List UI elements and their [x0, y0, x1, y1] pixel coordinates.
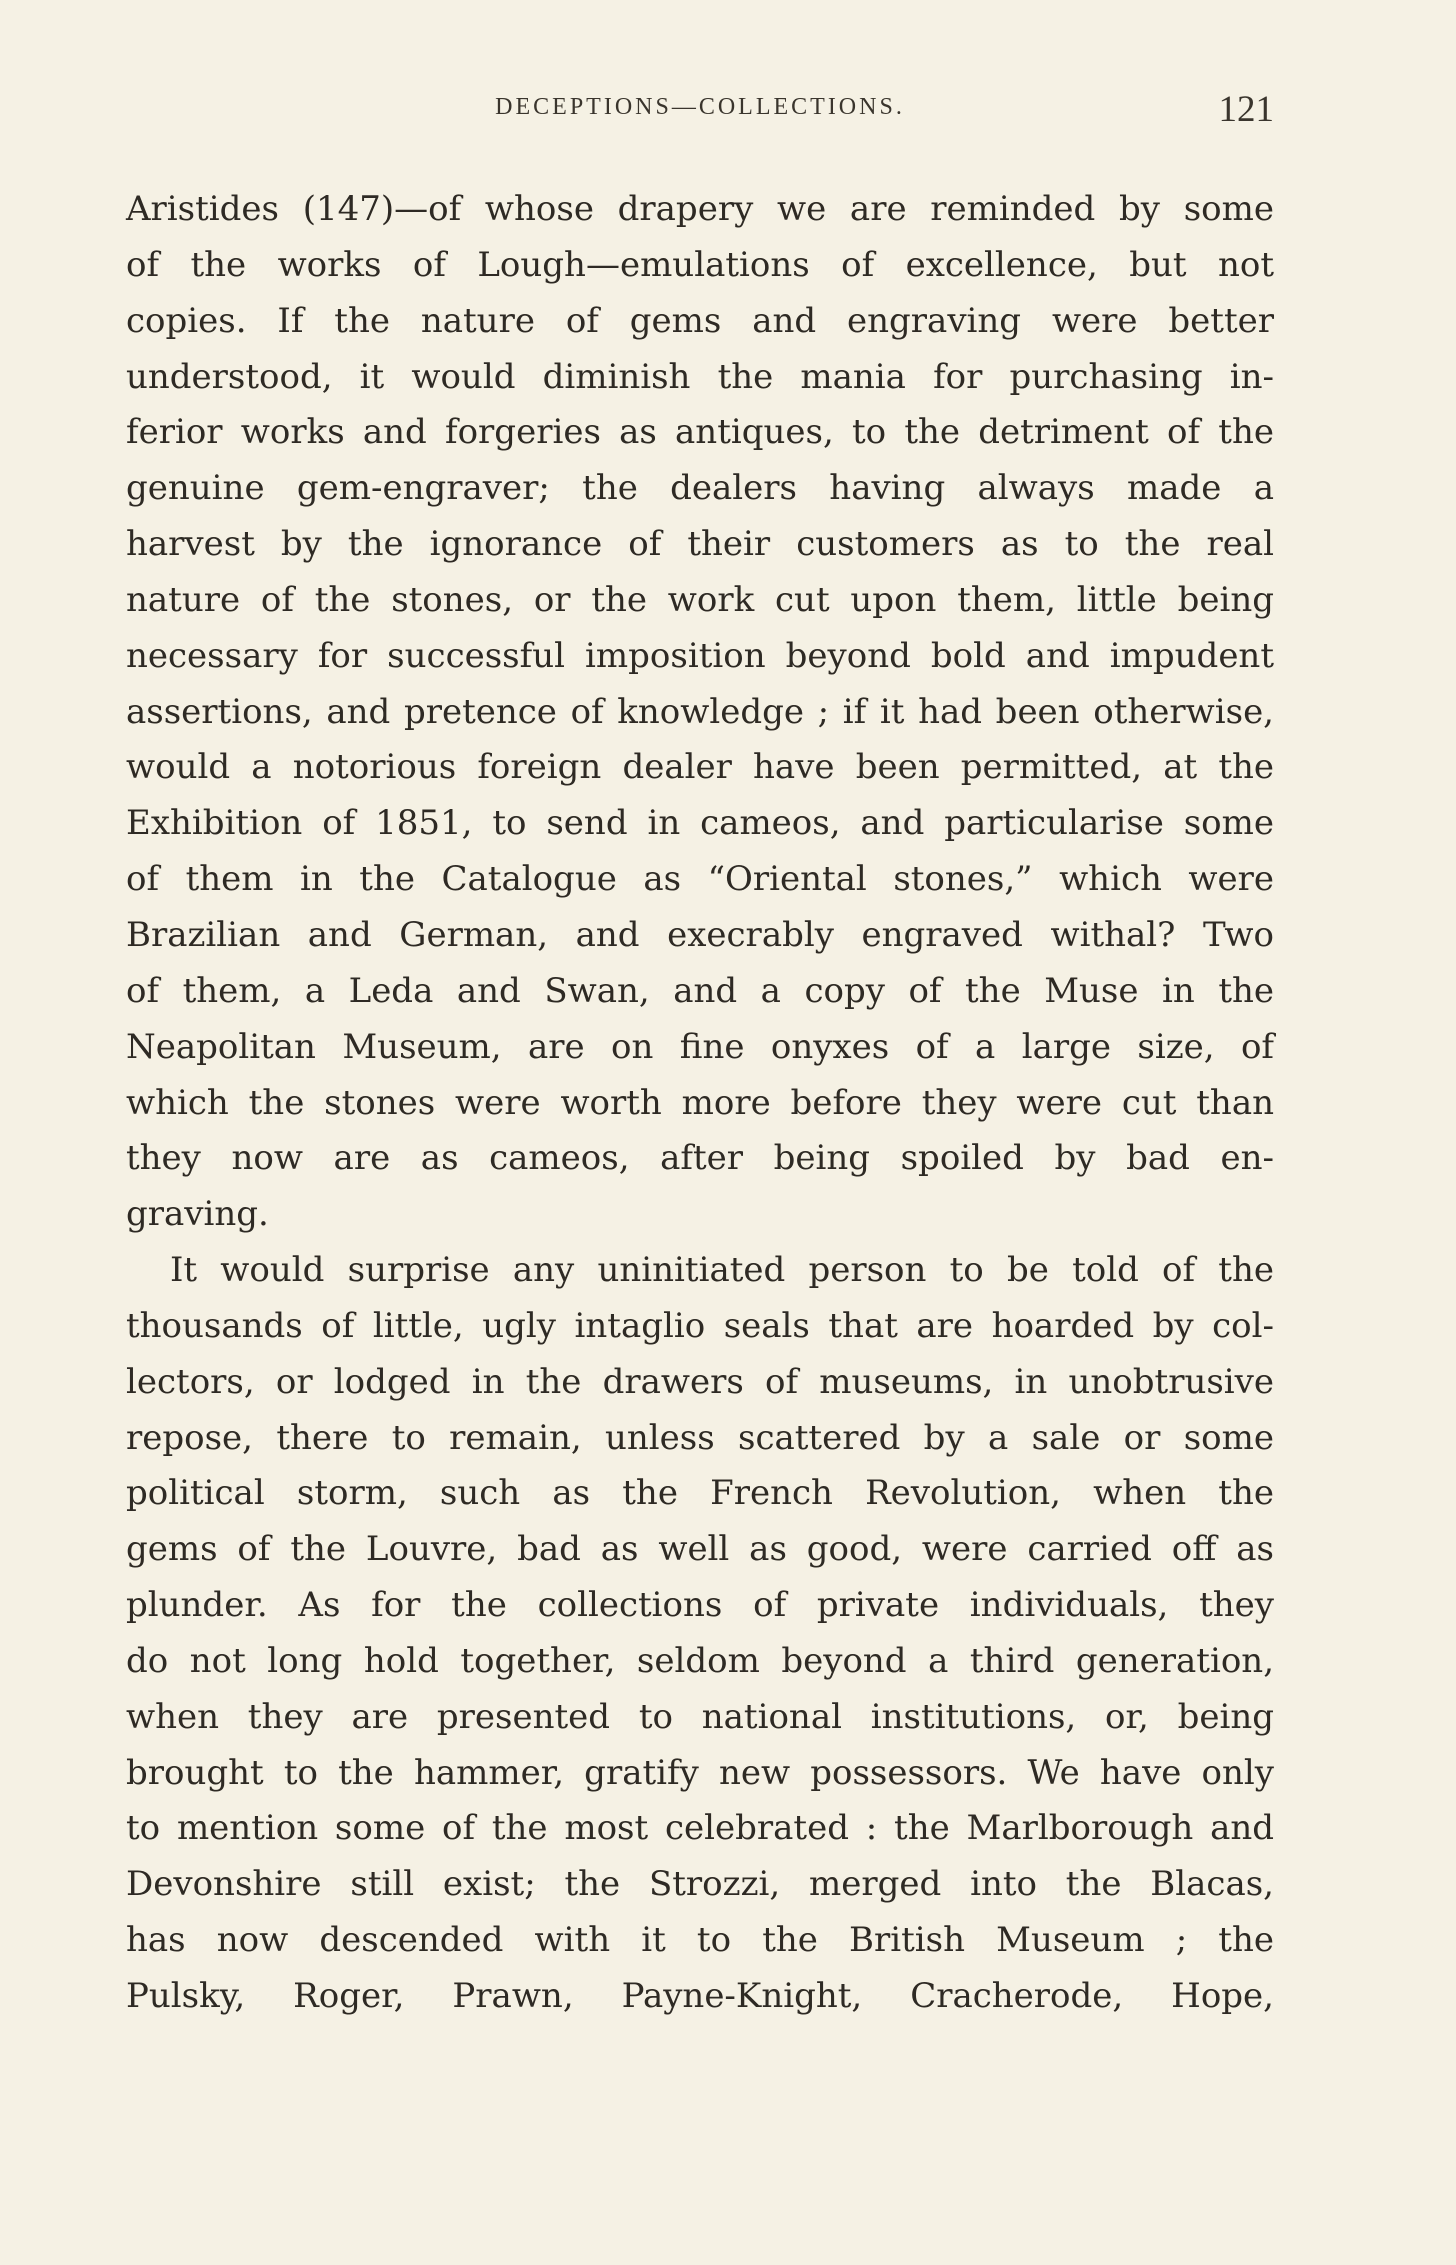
text-line: they now are as cameos, after being spoiled by bad en-: [126, 1138, 1274, 1179]
page-number: 121: [1218, 89, 1274, 130]
text-line: political storm, such as the French Revolution, when the: [126, 1473, 1274, 1514]
body-text: [126, 182, 1274, 2025]
text-line: harvest by the ignorance of their customers as to the real: [126, 524, 1274, 565]
paragraph-1: [126, 182, 1274, 1243]
text-line: of them, a Leda and Swan, and a copy of the Muse in the: [126, 970, 1274, 1011]
text-line: assertions, and pretence of knowledge ; if it had been otherwise,: [126, 691, 1274, 732]
text-line: repose, there to remain, unless scattered by a sale or some: [126, 1417, 1274, 1458]
running-head: [126, 88, 1274, 138]
text-line: Aristides (147)—of whose drapery we are reminded by some: [126, 189, 1274, 229]
text-line: Exhibition of 1851, to send in cameos, and particularise some: [126, 803, 1274, 844]
text-line: Pulsky, Roger, Prawn, Payne-Knight, Cracherode, Hope,: [126, 1976, 1274, 2016]
running-title: DECEPTIONS—COLLECTIONS.: [495, 94, 905, 120]
text-line: of the works of Lough—emulations of excellence, but not: [126, 244, 1274, 285]
text-line: gems of the Louvre, bad as well as good, were carried off as: [126, 1529, 1274, 1570]
text-line: brought to the hammer, gratify new possessors. We have only: [126, 1752, 1274, 1793]
text-line: copies. If the nature of gems and engraving were better: [126, 300, 1274, 341]
text-line: Devonshire still exist; the Strozzi, merged into the Blacas,: [126, 1864, 1274, 1905]
text-line: thousands of little, ugly intaglio seals that are hoarded by col-: [126, 1305, 1274, 1346]
text-line: when they are presented to national institutions, or, being: [126, 1696, 1274, 1737]
text-line: nature of the stones, or the work cut upon them, little being: [126, 579, 1274, 620]
text-line: has now descended with it to the British Museum ; the: [126, 1920, 1274, 1961]
text-line: plunder. As for the collections of private individuals, they: [126, 1585, 1274, 1626]
text-line: to mention some of the most celebrated : the Marlborough and: [126, 1808, 1274, 1849]
text-line: of them in the Catalogue as “Oriental stones,” which were: [126, 859, 1274, 900]
text-line: graving.: [126, 1194, 269, 1235]
paragraph-2: [126, 1243, 1274, 2025]
text-line: necessary for successful imposition beyond bold and impudent: [126, 635, 1274, 676]
text-line: which the stones were worth more before they were cut than: [126, 1082, 1274, 1123]
text-line: Brazilian and German, and execrably engraved withal? Two: [126, 914, 1274, 955]
text-line: lectors, or lodged in the drawers of museums, in unobtrusive: [126, 1361, 1274, 1402]
text-line: Neapolitan Museum, are on fine onyxes of a large size, of: [126, 1026, 1274, 1067]
text-line: It would surprise any uninitiated person to be told of the: [170, 1250, 1274, 1291]
text-line: would a notorious foreign dealer have been permitted, at the: [126, 747, 1274, 788]
text-line: understood, it would diminish the mania for purchasing in-: [126, 356, 1274, 397]
text-line: ferior works and forgeries as antiques, to the detriment of the: [126, 412, 1274, 453]
text-line: genuine gem-engraver; the dealers having always made a: [126, 468, 1274, 509]
text-line: do not long hold together, seldom beyond a third generation,: [126, 1640, 1274, 1681]
